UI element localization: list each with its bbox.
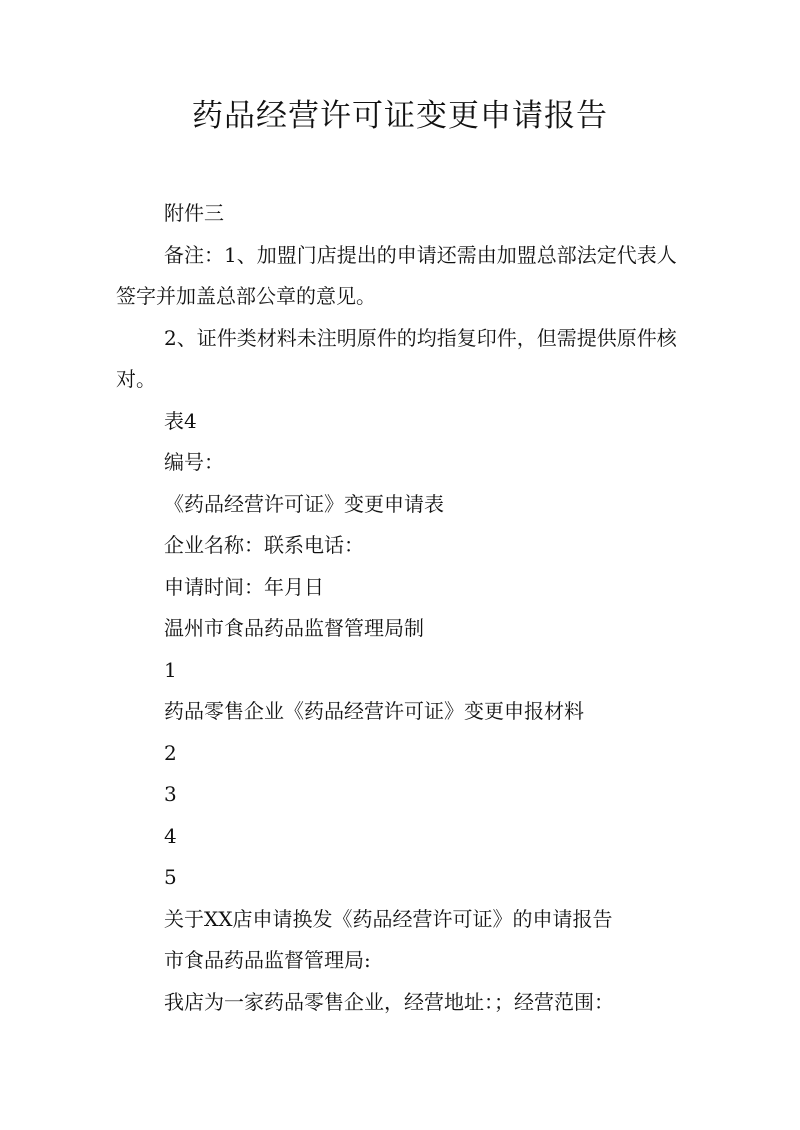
materials-title: 药品零售企业《药品经营许可证》变更申报材料: [164, 699, 584, 723]
page-number: 1: [164, 657, 178, 682]
page-number: 3: [164, 782, 178, 806]
recipient-line: 市食品药品监督管理局:: [164, 948, 371, 972]
page-number: 2: [164, 740, 178, 765]
application-date-line: 申请时间：年月日: [164, 574, 324, 599]
document-body: [116, 193, 688, 1023]
attachment-label: 附件三: [164, 201, 224, 225]
report-body-line: 我店为一家药品零售企业，经营地址：；经营范围：: [164, 989, 614, 1014]
form-title: 《药品经营许可证》变更申请表: [164, 491, 444, 516]
report-title: 关于XX店申请换发《药品经营许可证》的申请报告: [164, 906, 613, 931]
page-number: 5: [164, 865, 178, 889]
issuer-line: 温州市食品药品监督管理局制: [164, 616, 424, 640]
document-title: 药品经营许可证变更申请报告: [192, 98, 608, 134]
company-contact-line: 企业名称：联系电话：: [164, 533, 364, 557]
page-number: 4: [164, 823, 178, 848]
table-label: 表4: [164, 408, 197, 433]
remark-paragraph-2: 2、证件类材料未注明原件的均指复印件，但需提供原件核对。: [116, 325, 677, 391]
serial-number-label: 编号：: [164, 450, 224, 474]
remark-paragraph-1: 备注：1、加盟门店提出的申请还需由加盟总部法定代表人签字并加盖总部公章的意见。: [116, 242, 677, 308]
